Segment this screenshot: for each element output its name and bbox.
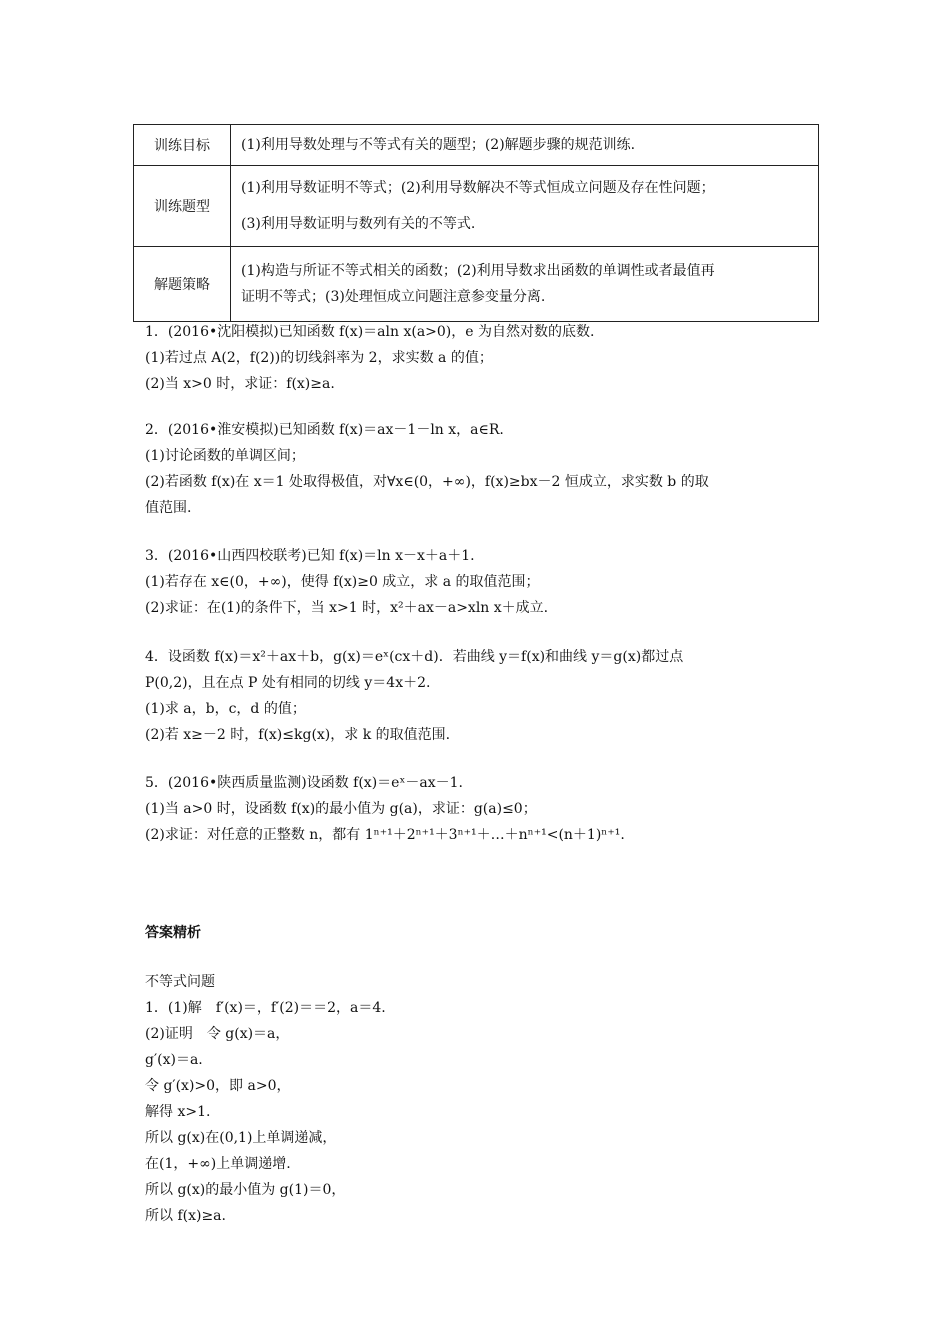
problem-5 bbox=[145, 770, 815, 848]
problem-1 bbox=[145, 319, 815, 397]
answer-line: 所以 f(x)≥a. bbox=[145, 1208, 226, 1224]
problem-line: 1．(2016•沈阳模拟)已知函数 f(x)＝aln x(a>0)，e 为自然对数的底数. bbox=[145, 324, 595, 340]
row-content bbox=[231, 125, 819, 166]
table-row bbox=[134, 247, 819, 322]
answer-line: 所以 g(x)的最小值为 g(1)＝0， bbox=[145, 1182, 346, 1198]
cell-line: (1)利用导数证明不等式；(2)利用导数解决不等式恒成立问题及存在性问题； bbox=[241, 180, 715, 196]
problem-line: 3．(2016•山西四校联考)已知 f(x)＝ln x－x＋a＋1. bbox=[145, 548, 475, 564]
table-row bbox=[134, 125, 819, 166]
answer-line: (2)证明 令 g(x)＝a， bbox=[145, 1026, 290, 1042]
problem-3 bbox=[145, 543, 815, 621]
training-info-table bbox=[133, 124, 819, 322]
cell-line: (1)利用导数处理与不等式有关的题型；(2)解题步骤的规范训练. bbox=[241, 137, 636, 153]
row-content bbox=[231, 247, 819, 322]
cell-line: (1)构造与所证不等式相关的函数；(2)利用导数求出函数的单调性或者最值再 bbox=[241, 263, 715, 279]
problem-line: (2)求证：对任意的正整数 n，都有 1ⁿ⁺¹＋2ⁿ⁺¹＋3ⁿ⁺¹＋…＋nⁿ⁺¹<(n＋1)ⁿ⁺¹. bbox=[145, 827, 625, 843]
row-label: 解题策略 bbox=[134, 247, 231, 322]
answer-line: 解得 x>1. bbox=[145, 1104, 211, 1120]
problem-line: P(0,2)，且在点 P 处有相同的切线 y＝4x＋2. bbox=[145, 675, 431, 691]
answer-line: 在(1，+∞)上单调递增. bbox=[145, 1156, 291, 1172]
cell-line: (3)利用导数证明与数列有关的不等式. bbox=[241, 216, 476, 232]
answer-line: 不等式问题 bbox=[145, 974, 215, 990]
answer-line: 1．(1)解 f′(x)＝，f′(2)＝＝2，a＝4. bbox=[145, 1000, 386, 1016]
answer-line: g′(x)＝a. bbox=[145, 1052, 203, 1068]
problem-line: (1)讨论函数的单调区间； bbox=[145, 448, 305, 464]
problem-line: (2)若 x≥－2 时，f(x)≤kg(x)，求 k 的取值范围. bbox=[145, 727, 451, 743]
answer-line: 令 g′(x)>0，即 a>0， bbox=[145, 1078, 291, 1094]
row-content bbox=[231, 166, 819, 247]
answer-heading: 答案精析 bbox=[145, 925, 201, 941]
row-label: 训练题型 bbox=[134, 166, 231, 247]
problem-line: 5．(2016•陕西质量监测)设函数 f(x)＝eˣ－ax－1. bbox=[145, 775, 463, 791]
problem-2 bbox=[145, 417, 815, 521]
problem-line: (1)当 a>0 时，设函数 f(x)的最小值为 g(a)，求证：g(a)≤0； bbox=[145, 801, 537, 817]
problem-line: (1)若存在 x∈(0，+∞)，使得 f(x)≥0 成立，求 a 的取值范围； bbox=[145, 574, 540, 590]
problem-line: (1)求 a，b，c，d 的值； bbox=[145, 701, 306, 717]
problem-line: 2．(2016•淮安模拟)已知函数 f(x)＝ax－1－ln x，a∈R. bbox=[145, 422, 504, 438]
answer-section bbox=[145, 969, 815, 1229]
cell-line: 证明不等式；(3)处理恒成立问题注意参变量分离. bbox=[241, 289, 546, 305]
problem-line: 4．设函数 f(x)＝x²＋ax＋b，g(x)＝eˣ(cx＋d)．若曲线 y＝f(x)和曲线 y＝g(x)都过点 bbox=[145, 649, 684, 665]
problem-line: (1)若过点 A(2，f(2))的切线斜率为 2，求实数 a 的值； bbox=[145, 350, 493, 366]
table-row bbox=[134, 166, 819, 247]
problem-line: (2)若函数 f(x)在 x＝1 处取得极值，对∀x∈(0，+∞)，f(x)≥bx－2 恒成立，求实数 b 的取 bbox=[145, 474, 709, 490]
problem-line: (2)当 x>0 时，求证：f(x)≥a. bbox=[145, 376, 335, 392]
problem-4 bbox=[145, 644, 815, 748]
answer-line: 所以 g(x)在(0,1)上单调递减， bbox=[145, 1130, 337, 1146]
row-label: 训练目标 bbox=[134, 125, 231, 166]
problem-line: (2)求证：在(1)的条件下，当 x>1 时，x²＋ax－a>xln x＋成立. bbox=[145, 600, 549, 616]
problem-line: 值范围. bbox=[145, 500, 192, 516]
